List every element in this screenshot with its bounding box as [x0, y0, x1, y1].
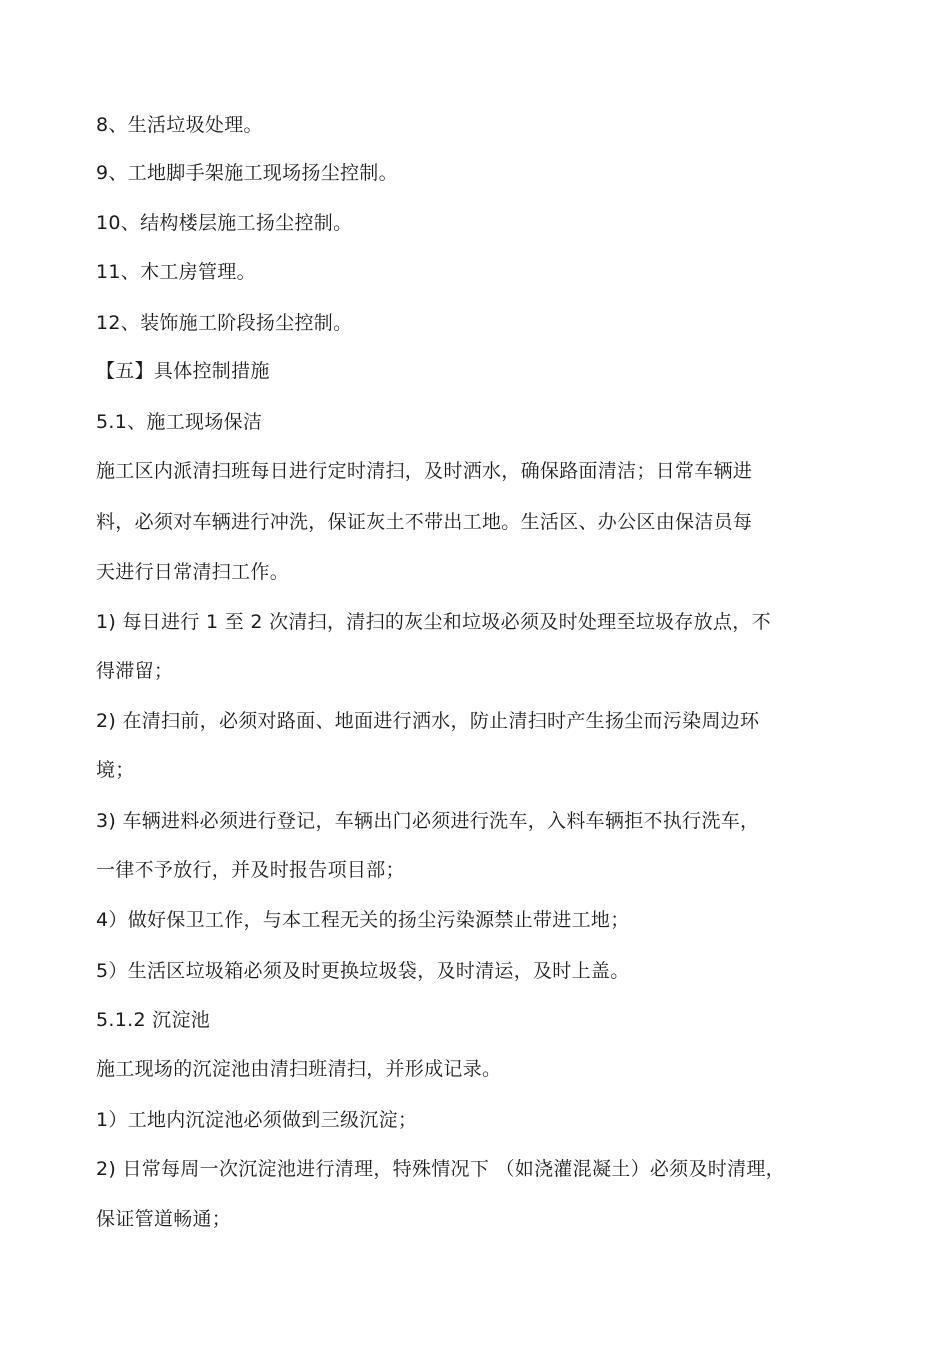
- paragraph-line: 境；: [96, 759, 135, 781]
- paragraph-line: 保证管道畅通；: [96, 1208, 232, 1230]
- section-heading: 【五】具体控制措施: [96, 360, 270, 382]
- list-item-9: 9、工地脚手架施工现场扬尘控制。: [96, 162, 398, 184]
- paragraph-line: 料，必须对车辆进行冲洗，保证灰土不带出工地。生活区、办公区由保洁员每: [96, 511, 753, 533]
- subsection-heading: 5.1.2 沉淀池: [96, 1009, 211, 1031]
- paragraph-line: 1) 每日进行 1 至 2 次清扫，清扫的灰尘和垃圾必须及时处理至垃圾存放点，不: [96, 611, 771, 633]
- list-item-12: 12、装饰施工阶段扬尘控制。: [96, 312, 353, 334]
- subsection-heading: 5.1、施工现场保洁: [96, 411, 263, 433]
- paragraph-line: 得滞留；: [96, 660, 174, 682]
- paragraph-line: 4）做好保卫工作，与本工程无关的扬尘污染源禁止带进工地；: [96, 909, 630, 931]
- list-item-11: 11、木工房管理。: [96, 261, 256, 283]
- paragraph-line: 2) 在清扫前，必须对路面、地面进行洒水，防止清扫时产生扬尘而污染周边环: [96, 710, 760, 732]
- paragraph-line: 施工现场的沉淀池由清扫班清扫，并形成记录。: [96, 1058, 502, 1080]
- paragraph-line: 2) 日常每周一次沉淀池进行清理，特殊情况下 （如浇灌混凝土）必须及时清理，: [96, 1158, 785, 1180]
- paragraph-line: 3) 车辆进料必须进行登记，车辆出门必须进行洗车，入料车辆拒不执行洗车，: [96, 810, 760, 832]
- paragraph-line: 5）生活区垃圾箱必须及时更换垃圾袋，及时清运，及时上盖。: [96, 960, 630, 982]
- paragraph-line: 施工区内派清扫班每日进行定时清扫，及时洒水，确保路面清洁；日常车辆进: [96, 460, 753, 482]
- paragraph-line: 天进行日常清扫工作。: [96, 561, 290, 583]
- list-item-10: 10、结构楼层施工扬尘控制。: [96, 212, 353, 234]
- paragraph-line: 一律不予放行，并及时报告项目部；: [96, 859, 405, 881]
- paragraph-line: 1）工地内沉淀池必须做到三级沉淀；: [96, 1109, 418, 1131]
- list-item-8: 8、生活垃圾处理。: [96, 114, 263, 136]
